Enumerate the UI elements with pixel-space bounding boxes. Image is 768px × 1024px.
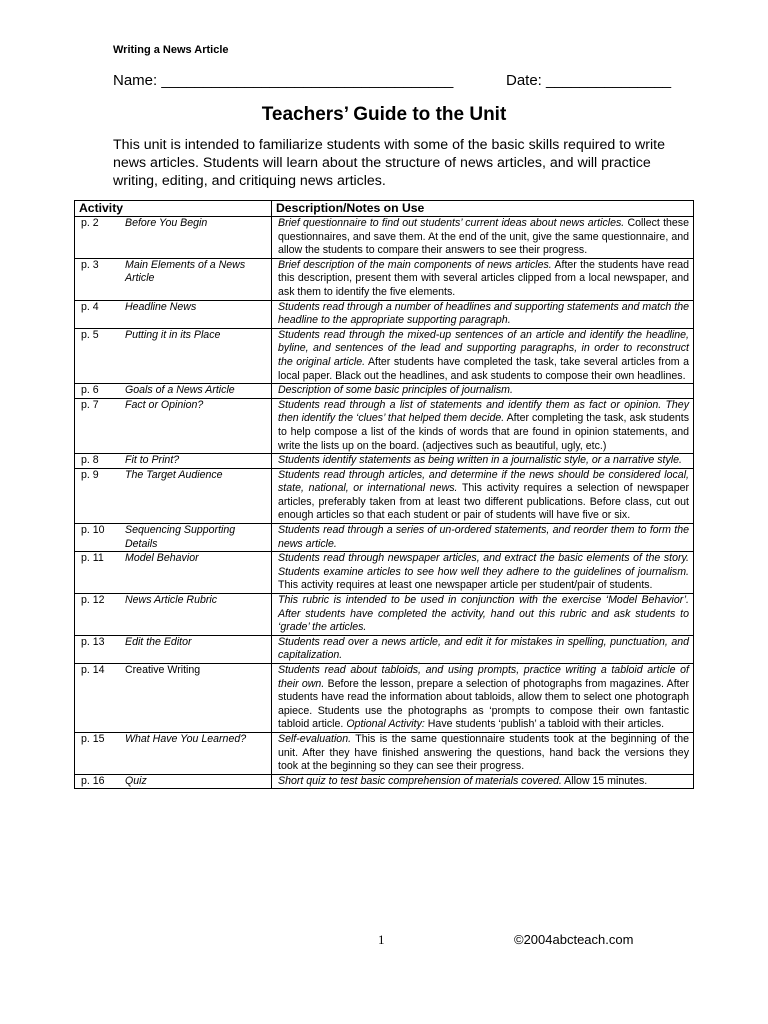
document-header: Writing a News Article	[113, 44, 229, 56]
description-cell	[272, 468, 694, 523]
table-row	[75, 635, 694, 663]
description-text: This activity requires a selection of newspaper articles, preferably taken from at least two different publications. Before class, cut out enough articles so that each student or pair of students will have five or six.	[278, 482, 690, 522]
description-cell	[272, 217, 694, 259]
page-ref: p. 8	[81, 454, 99, 467]
table-row	[75, 258, 694, 300]
page-ref: p. 9	[81, 468, 99, 481]
page-ref: p. 15	[81, 732, 105, 745]
activity-cell	[75, 594, 272, 636]
page-ref: p. 12	[81, 594, 105, 607]
description-italic-text: Students read through the mixed-up sentences of an article and identify the headline, byline, and sentences of the lead and supporting paragraphs, in order to reconstruct the original article.	[278, 328, 689, 368]
description-italic-text: Students read through a list of statements and identify them as fact or opinion. They then identify the ‘clues’ that helped them decide.	[278, 398, 689, 425]
activity-name: Putting it in its Place	[125, 328, 221, 341]
column-header-description: Description/Notes on Use	[272, 201, 694, 217]
activity-name: Edit the Editor	[125, 635, 192, 648]
activity-name: Creative Writing	[125, 664, 201, 676]
activity-name: Main Elements of a News Article	[125, 258, 246, 285]
activity-cell	[75, 300, 272, 328]
description-cell	[272, 552, 694, 594]
activity-name: News Article Rubric	[125, 594, 218, 607]
activity-cell	[75, 732, 272, 774]
description-italic-text: Students read through newspaper articles, and extract the basic elements of the story. Students examine articles to see how well they adhere to the guidelines of journalism.	[278, 552, 689, 578]
activity-cell	[75, 384, 272, 399]
activity-cell	[75, 258, 272, 300]
page-title: Teachers’ Guide to the Unit	[261, 104, 507, 125]
activity-name: Before You Begin	[125, 217, 208, 229]
copyright-notice: ©2004abcteach.com	[514, 932, 634, 947]
description-italic-text: Brief questionnaire to find out students’ current ideas about news articles.	[278, 217, 625, 229]
table-row	[75, 774, 694, 789]
description-italic-text: Description of some basic principles of journalism.	[278, 384, 513, 397]
description-italic-text: Short quiz to test basic comprehension of materials covered.	[278, 774, 562, 787]
page-ref: p. 14	[81, 664, 105, 676]
table-row	[75, 524, 694, 552]
description-italic-text: Students read over a news article, and edit it for mistakes in spelling, punctuation, and capitalization.	[278, 635, 689, 662]
activity-cell	[75, 217, 272, 259]
table-row	[75, 384, 694, 399]
description-cell	[272, 732, 694, 774]
description-cell	[272, 258, 694, 300]
activity-name: What Have You Learned?	[125, 732, 247, 745]
column-header-activity: Activity	[75, 201, 272, 217]
activity-cell	[75, 468, 272, 523]
activity-cell	[75, 664, 272, 733]
description-italic-text: Students identify statements as being written in a journalistic style, or a narrative style.	[278, 454, 682, 467]
description-text: Have students ‘publish’ a tabloid with their articles.	[424, 718, 665, 731]
activity-cell	[75, 635, 272, 663]
page-ref: p. 5	[81, 328, 99, 341]
activity-cell	[75, 328, 272, 383]
table-row	[75, 468, 694, 523]
activity-cell	[75, 454, 272, 469]
table-row	[75, 328, 694, 383]
description-italic-text: Optional Activity:	[343, 718, 425, 731]
description-italic-text: This rubric is intended to be used in conjunction with the exercise ‘Model Behavior’. After students have completed the activity, hand out this rubric and ask students to ‘grade’ the articles.	[278, 594, 689, 634]
description-text: After students have completed the task, take several articles from a local paper. Black out the headlines, and ask students to compose their own headlines.	[278, 355, 689, 382]
page-ref: p. 7	[81, 398, 99, 411]
activity-name: Model Behavior	[125, 552, 199, 565]
name-field: Name: ___________________________________	[113, 72, 454, 89]
description-italic-text: Students read through articles, and determine if the news should be considered local, state, national, or international news.	[278, 468, 689, 495]
description-text: This activity requires at least one newspaper article per student/pair of students.	[278, 579, 653, 592]
description-cell	[272, 454, 694, 469]
page-ref: p. 13	[81, 635, 105, 648]
description-cell	[272, 664, 694, 733]
table-row	[75, 732, 694, 774]
page-ref: p. 6	[81, 384, 99, 397]
activity-cell	[75, 552, 272, 594]
description-italic-text: Students read through a series of un-ordered statements, and reorder them to form the news article.	[278, 524, 689, 550]
description-cell	[272, 300, 694, 328]
description-italic-text: Students read through a number of headlines and supporting statements and match the headline to the appropriate supporting paragraph.	[278, 300, 689, 327]
description-text: After completing the task, ask students to help compose a list of the kinds of words that are found in opinion statements, and write the lists up on the board. (adjectives such as beautiful, ugly, etc.)	[278, 412, 690, 452]
page-ref: p. 3	[81, 258, 99, 271]
activity-name: Fact or Opinion?	[125, 398, 204, 411]
activity-table	[74, 200, 694, 789]
table-row	[75, 594, 694, 636]
table-header-row	[75, 201, 694, 217]
page-ref: p. 11	[81, 552, 104, 565]
table-row	[75, 664, 694, 733]
date-field: Date: _______________	[506, 72, 672, 89]
description-italic-text: Brief description of the main components of news articles.	[278, 258, 552, 271]
description-text: Collect these questionnaires, and save them. At the end of the unit, give the same questionnaire, and allow the students to compare their answers to see their progress.	[278, 217, 689, 257]
activity-name: Goals of a News Article	[125, 384, 235, 397]
description-cell	[272, 384, 694, 399]
description-cell	[272, 398, 694, 453]
activity-name: Quiz	[125, 774, 147, 787]
description-text: After the students have read this description, present them with several articles clipped from a local newspaper, and ask them to identify the five elements.	[278, 258, 689, 298]
description-cell	[272, 774, 694, 789]
description-cell	[272, 594, 694, 636]
description-cell	[272, 635, 694, 663]
activity-name: Headline News	[125, 300, 197, 313]
page-ref: p. 4	[81, 300, 99, 313]
description-text: This is the same questionnaire students took at the beginning of the unit. After they have finished answering the questions, hand back the versions they took at the beginning so they can see their progress.	[278, 732, 689, 773]
description-italic-text: Self-evaluation.	[278, 732, 352, 745]
activity-cell	[75, 774, 272, 789]
name-date-line	[113, 72, 672, 89]
table-row	[75, 398, 694, 453]
page-number: 1	[378, 932, 385, 947]
table-body	[75, 217, 694, 789]
table-row	[75, 552, 694, 594]
activity-name: Fit to Print?	[125, 454, 180, 467]
table-row	[75, 300, 694, 328]
activity-name: The Target Audience	[125, 468, 223, 481]
description-text: Before the lesson, prepare a selection of photographs from magazines. After students have read the information about tabloids, allow them to select one photograph apiece. Students use the photographs as ‘prompts to compose their own fantastic tabloid article.	[278, 677, 690, 731]
table-row	[75, 454, 694, 469]
page-ref: p. 10	[81, 524, 105, 537]
description-cell	[272, 524, 694, 552]
page-ref: p. 16	[81, 774, 105, 787]
description-italic-text: Students read about tabloids, and using prompts, practice writing a tabloid article of their own.	[278, 664, 689, 690]
activity-cell	[75, 398, 272, 453]
description-cell	[272, 328, 694, 383]
intro-paragraph: This unit is intended to familiarize students with some of the basic skills required to write news articles. Students will learn about the structure of news articles, and will practice writing, editing, and critiquing news articles.	[113, 137, 665, 189]
description-text: Allow 15 minutes.	[561, 774, 648, 787]
page-ref: p. 2	[81, 217, 99, 229]
activity-name: Sequencing Supporting Details	[125, 524, 236, 550]
table-row	[75, 217, 694, 259]
activity-cell	[75, 524, 272, 552]
